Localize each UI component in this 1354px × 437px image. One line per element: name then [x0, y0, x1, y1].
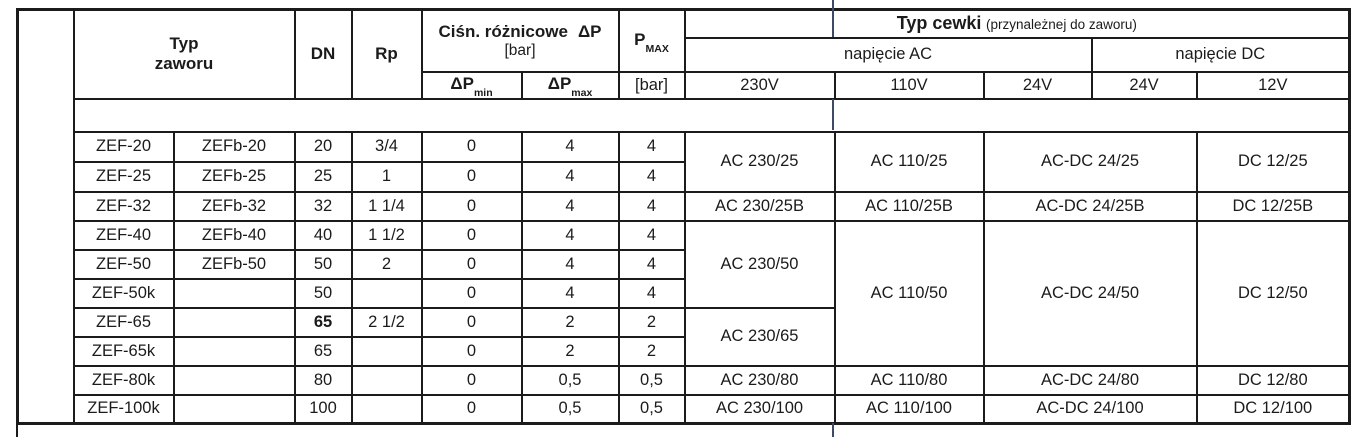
cell-model: ZEF-65 — [74, 308, 174, 337]
cell-rp: 1 1/2 — [352, 221, 422, 250]
cell-p-max: 0,5 — [619, 366, 685, 395]
cell-dp-min: 0 — [422, 337, 522, 366]
cell-coil-230v: AC 230/100 — [685, 395, 835, 424]
header-voltage-110v-ac: 110V — [835, 72, 984, 99]
cell-coil-12v: DC 12/80 — [1197, 366, 1350, 395]
cell-coil-110v: AC 110/80 — [835, 366, 984, 395]
cell-dp-max: 4 — [522, 250, 619, 279]
cell-rp: 2 — [352, 250, 422, 279]
cell-dn: 100 — [295, 395, 352, 424]
cell-dp-min: 0 — [422, 162, 522, 192]
header-typ-zaworu-line2: zaworu — [154, 54, 214, 74]
cell-model-b — [174, 337, 295, 366]
header-pmax-label: P — [634, 29, 646, 49]
cell-coil-24v: AC-DC 24/80 — [984, 366, 1197, 395]
cell-p-max: 2 — [619, 308, 685, 337]
cell-model: ZEF-40 — [74, 221, 174, 250]
table-row — [18, 192, 1350, 221]
cell-model: ZEF-25 — [74, 162, 174, 192]
cell-coil-110v: AC 110/100 — [835, 395, 984, 424]
cell-rp — [352, 337, 422, 366]
header-dn: DN — [295, 10, 352, 99]
cell-rp — [352, 395, 422, 424]
spacer-row — [74, 99, 1350, 132]
cell-model-b: ZEFb-40 — [174, 221, 295, 250]
cell-coil-110v: AC 110/25 — [835, 132, 984, 192]
cell-model-b: ZEFb-50 — [174, 250, 295, 279]
cell-dp-min: 0 — [422, 308, 522, 337]
cell-dp-max: 4 — [522, 279, 619, 308]
cell-model: ZEF-50 — [74, 250, 174, 279]
cell-p-max: 0,5 — [619, 395, 685, 424]
header-typ-cewki — [685, 10, 1350, 38]
cell-dp-max: 0,5 — [522, 366, 619, 395]
cell-model-b: ZEFb-25 — [174, 162, 295, 192]
cell-p-max: 4 — [619, 192, 685, 221]
cell-p-max: 2 — [619, 337, 685, 366]
cell-dp-min: 0 — [422, 132, 522, 162]
left-spacer-column — [18, 10, 74, 424]
cell-dp-max: 2 — [522, 308, 619, 337]
table-row — [18, 395, 1350, 424]
cell-model-b — [174, 308, 295, 337]
header-pmax — [619, 10, 685, 72]
header-pmax-sub: MAX — [645, 42, 669, 55]
cell-rp: 2 1/2 — [352, 308, 422, 337]
registration-line-middle — [832, 99, 834, 130]
cell-coil-230v: AC 230/25 — [685, 132, 835, 192]
cell-dn: 80 — [295, 366, 352, 395]
cell-model-b — [174, 395, 295, 424]
cell-coil-24v: AC-DC 24/25B — [984, 192, 1197, 221]
cell-dn: 20 — [295, 132, 352, 162]
cell-dp-min: 0 — [422, 221, 522, 250]
cell-coil-12v: DC 12/100 — [1197, 395, 1350, 424]
header-typ-zaworu — [74, 10, 295, 99]
cell-p-max: 4 — [619, 132, 685, 162]
cell-model: ZEF-100k — [74, 395, 174, 424]
cell-p-max: 4 — [619, 279, 685, 308]
cell-model-b: ZEFb-32 — [174, 192, 295, 221]
cell-dp-max: 4 — [522, 132, 619, 162]
header-pmax-unit: [bar] — [619, 72, 685, 99]
cell-coil-230v: AC 230/80 — [685, 366, 835, 395]
table-row — [18, 132, 1350, 162]
cell-p-max: 4 — [619, 221, 685, 250]
cell-coil-12v: DC 12/50 — [1197, 221, 1350, 366]
header-typ-cewki-title: Typ cewki — [896, 13, 982, 34]
cell-dp-max: 0,5 — [522, 395, 619, 424]
cell-dp-max: 4 — [522, 192, 619, 221]
cell-model-b: ZEFb-20 — [174, 132, 295, 162]
header-dp-min-label: ΔP — [450, 73, 474, 93]
header-napiecie-dc: napięcie DC — [1092, 38, 1350, 72]
header-voltage-24v-dc: 24V — [1092, 72, 1197, 99]
cell-dp-min: 0 — [422, 250, 522, 279]
cell-dp-max: 4 — [522, 162, 619, 192]
valve-coil-spec-table — [16, 8, 1351, 425]
cell-dp-min: 0 — [422, 192, 522, 221]
registration-line-top — [832, 0, 834, 37]
table-row — [18, 366, 1350, 395]
cell-model-b — [174, 279, 295, 308]
cell-dp-min: 0 — [422, 366, 522, 395]
cell-model: ZEF-50k — [74, 279, 174, 308]
header-rp: Rp — [352, 10, 422, 99]
header-dp-max-sub: max — [571, 87, 593, 99]
header-dp-min-sub: min — [473, 87, 493, 99]
header-cisn-delta: ΔP — [577, 21, 602, 41]
header-cisn-roznicowe — [422, 10, 619, 72]
cell-coil-12v: DC 12/25 — [1197, 132, 1350, 192]
cell-dp-max: 4 — [522, 221, 619, 250]
cell-coil-24v: AC-DC 24/100 — [984, 395, 1197, 424]
cell-coil-12v: DC 12/25B — [1197, 192, 1350, 221]
header-cisn-title: Ciśn. różnicowe — [438, 21, 568, 41]
cell-p-max: 4 — [619, 162, 685, 192]
cell-coil-24v: AC-DC 24/50 — [984, 221, 1197, 366]
header-typ-cewki-subtitle: (przynależnej do zaworu) — [986, 17, 1137, 33]
cell-dn: 25 — [295, 162, 352, 192]
cell-coil-230v: AC 230/50 — [685, 221, 835, 308]
cell-rp — [352, 279, 422, 308]
header-napiecie-ac: napięcie AC — [685, 38, 1092, 72]
cell-rp: 1 — [352, 162, 422, 192]
cell-p-max: 4 — [619, 250, 685, 279]
cell-model: ZEF-80k — [74, 366, 174, 395]
header-typ-zaworu-line1: Typ — [169, 34, 199, 54]
cell-rp: 3/4 — [352, 132, 422, 162]
cell-rp — [352, 366, 422, 395]
cell-coil-230v: AC 230/25B — [685, 192, 835, 221]
cell-dn: 40 — [295, 221, 352, 250]
cell-coil-110v: AC 110/50 — [835, 221, 984, 366]
header-voltage-24v-ac: 24V — [984, 72, 1092, 99]
cell-dn: 65 — [295, 337, 352, 366]
cell-model-b — [174, 366, 295, 395]
header-cisn-unit: [bar] — [504, 41, 536, 59]
cell-rp: 1 1/4 — [352, 192, 422, 221]
table-row — [18, 221, 1350, 250]
cell-coil-24v: AC-DC 24/25 — [984, 132, 1197, 192]
header-dp-max-label: ΔP — [547, 73, 572, 93]
cell-dn: 50 — [295, 250, 352, 279]
left-page-rule — [16, 423, 18, 437]
cell-dn: 65 — [295, 308, 352, 337]
header-dp-min — [422, 72, 522, 99]
header-voltage-12v-dc: 12V — [1197, 72, 1350, 99]
registration-line-bottom — [832, 423, 834, 437]
cell-dp-max: 2 — [522, 337, 619, 366]
cell-dn: 50 — [295, 279, 352, 308]
cell-dp-min: 0 — [422, 395, 522, 424]
header-dp-max — [522, 72, 619, 99]
cell-coil-230v: AC 230/65 — [685, 308, 835, 366]
cell-model: ZEF-32 — [74, 192, 174, 221]
header-voltage-230v-ac: 230V — [685, 72, 835, 99]
cell-dn: 32 — [295, 192, 352, 221]
cell-model: ZEF-65k — [74, 337, 174, 366]
cell-model: ZEF-20 — [74, 132, 174, 162]
cell-coil-110v: AC 110/25B — [835, 192, 984, 221]
cell-dp-min: 0 — [422, 279, 522, 308]
